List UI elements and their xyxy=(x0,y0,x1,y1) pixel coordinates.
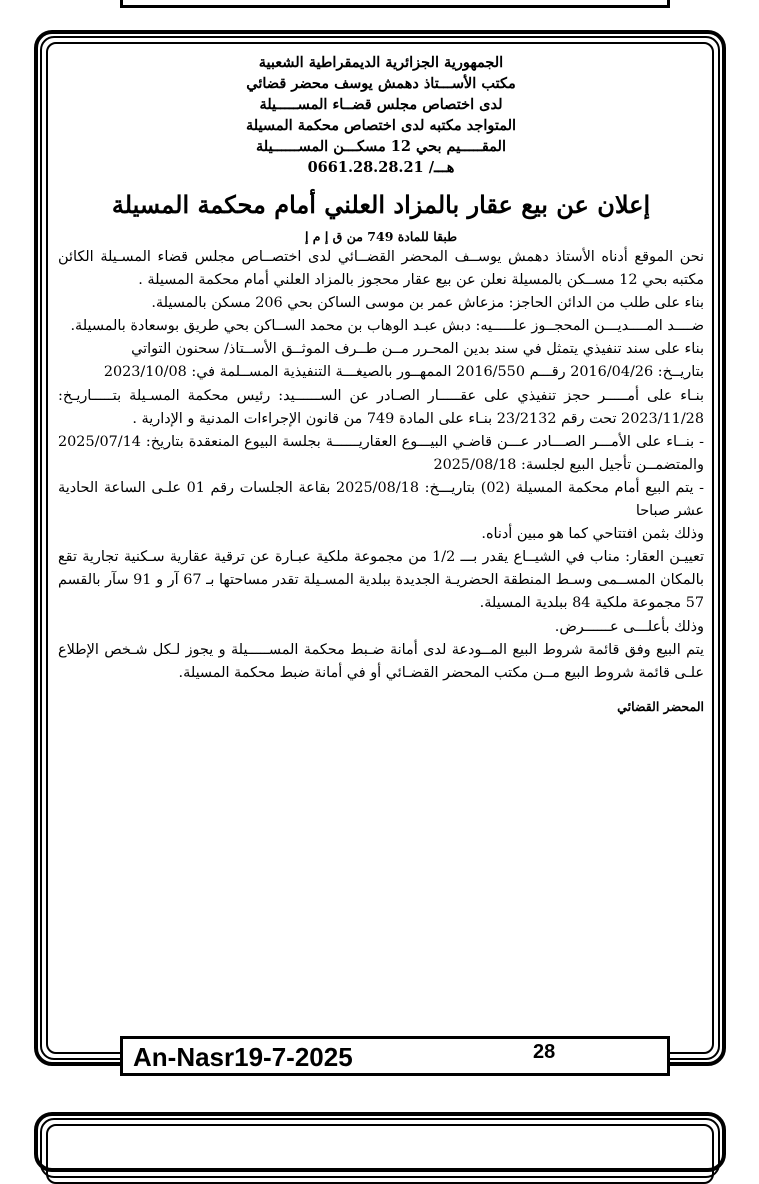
announcement-title: إعلان عن بيع عقار بالمزاد العلني أمام محكمة المسيلة xyxy=(111,190,651,219)
announcement-subtitle: طبقا للمادة 749 من ق إ م إ xyxy=(304,229,458,244)
signature: المحضر القضائي xyxy=(617,698,704,714)
top-border-strip xyxy=(120,0,670,8)
announcement-body xyxy=(58,246,704,685)
paragraph-property: تعييـن العقار: مناب في الشيــاع يقدر بـــ 1/2 من مجموعة ملكية عبـارة عن ترقية عقارية سـكنية تجارية تقع بالمكان المســمى وسـط المنطقة الحضريـة الجديدة ببلدية المسـيلة تقدر مساحتها بـ 67 آر و 91 سآر بالقسم 57 مجموعة ملكية 84 ببلدية المسيلة. xyxy=(58,549,705,612)
paragraph-debtor: ضــــد المــــديـــن المحجــوز علـــــيه: دبش عبـد الوهاب بن محمد الســاكن بحي طريق بوسعادة بالمسيلة. xyxy=(70,318,704,335)
bailiff-header xyxy=(58,52,704,178)
header-line-office: مكتب الأســـتاذ دهمش يوسف محضر قضائي xyxy=(246,75,516,92)
paragraph-sale-date: - يتم البيع أمام محكمة المسيلة (02) بتاريـــخ: 2025/08/18 بقاعة الجلسات رقم 01 علـى الساعة الحادية عشر صباحا xyxy=(58,479,704,520)
header-line-location: المتواجد مكتبه لدى اختصاص محكمة المسيلة xyxy=(245,117,517,134)
paragraph-conditions: يتم البيع وفق قائمة شروط البيع المــودعة لدى أمانة ضـبط محكمة المســـــيلة و يجوز لـكل شـخص الإطلاع علـى قائمة شروط البيع مــن مكتب المحضر القضـائي أو في أمانة ضبط محكمة المسيلة. xyxy=(58,641,704,681)
footer-bar xyxy=(120,1036,670,1076)
paragraph-deed: بناء على سند تنفيذي يتمثل في سند بدين المحـرر مــن طــرف الموثــق الأســتاذ/ سحنون التواتي xyxy=(131,341,704,358)
header-line-phone: هـــ/ 0661.28.28.21 xyxy=(307,159,455,176)
paragraph-deed-date: بتاريــخ: 2016/04/26 رقـــم 2016/550 الممهــور بالصيغـــة التنفيذية المســلمة في: 2023/10/08 xyxy=(103,364,704,381)
announcement-content xyxy=(58,52,704,714)
paragraph-highest-bid: وذلك بأعلـــى عــــــرض. xyxy=(554,618,704,635)
next-frame-inner xyxy=(46,1124,714,1184)
paragraph-intro: نحن الموقع أدناه الأستاذ دهمش يوســف المحضر القضــائي لدى اختصــاص مجلس قضاء المسـيلة الكائن مكتبه بحي 12 مســكن بالمسيلة نعلن عن بيع عقار محجوز بالمزاد العلني أمام محكمة المسيلة . xyxy=(58,249,704,289)
header-line-jurisdiction: لدى اختصاص مجلس قضــاء المســـــيلة xyxy=(259,96,503,113)
paragraph-creditor: بناء على طلب من الدائن الحاجز: مزعاش عمر بن موسى الساكن بحي 206 مسكن بالمسيلة. xyxy=(151,295,704,312)
paragraph-opening-price: وذلك بثمن افتتاحي كما هو مبين أدناه. xyxy=(481,526,704,543)
publication-date: An-Nasr19-7-2025 xyxy=(133,1042,353,1072)
paragraph-seizure-order: بنـاء على أمـــــر حجز تنفيذي على عقـــــار الصـادر عن الســــــيد: رئيس محكمة المسـيلة بتـــــاريـخ: 2023/11/28 تحت رقم 23/2132 بنـاء على المادة 749 من قانون الإجراءات المدنية و الإدارية . xyxy=(58,387,704,427)
header-line-address: المقـــــيم بحي 12 مسكـــن المســــــيلة xyxy=(256,138,506,155)
paragraph-postponement: - بنــاء على الأمـــر الصـــادر عـــن قاضـي البيـــوع العقاريــــــة بجلسة البيوع المنعقدة بتاريخ: 2025/07/14 والمتضمــن تأجيل البيع لجلسة: 2025/08/18 xyxy=(58,433,704,473)
header-line-republic: الجمهورية الجزائرية الديمقراطية الشعبية xyxy=(258,54,504,71)
page-number: 28 xyxy=(533,1041,556,1063)
